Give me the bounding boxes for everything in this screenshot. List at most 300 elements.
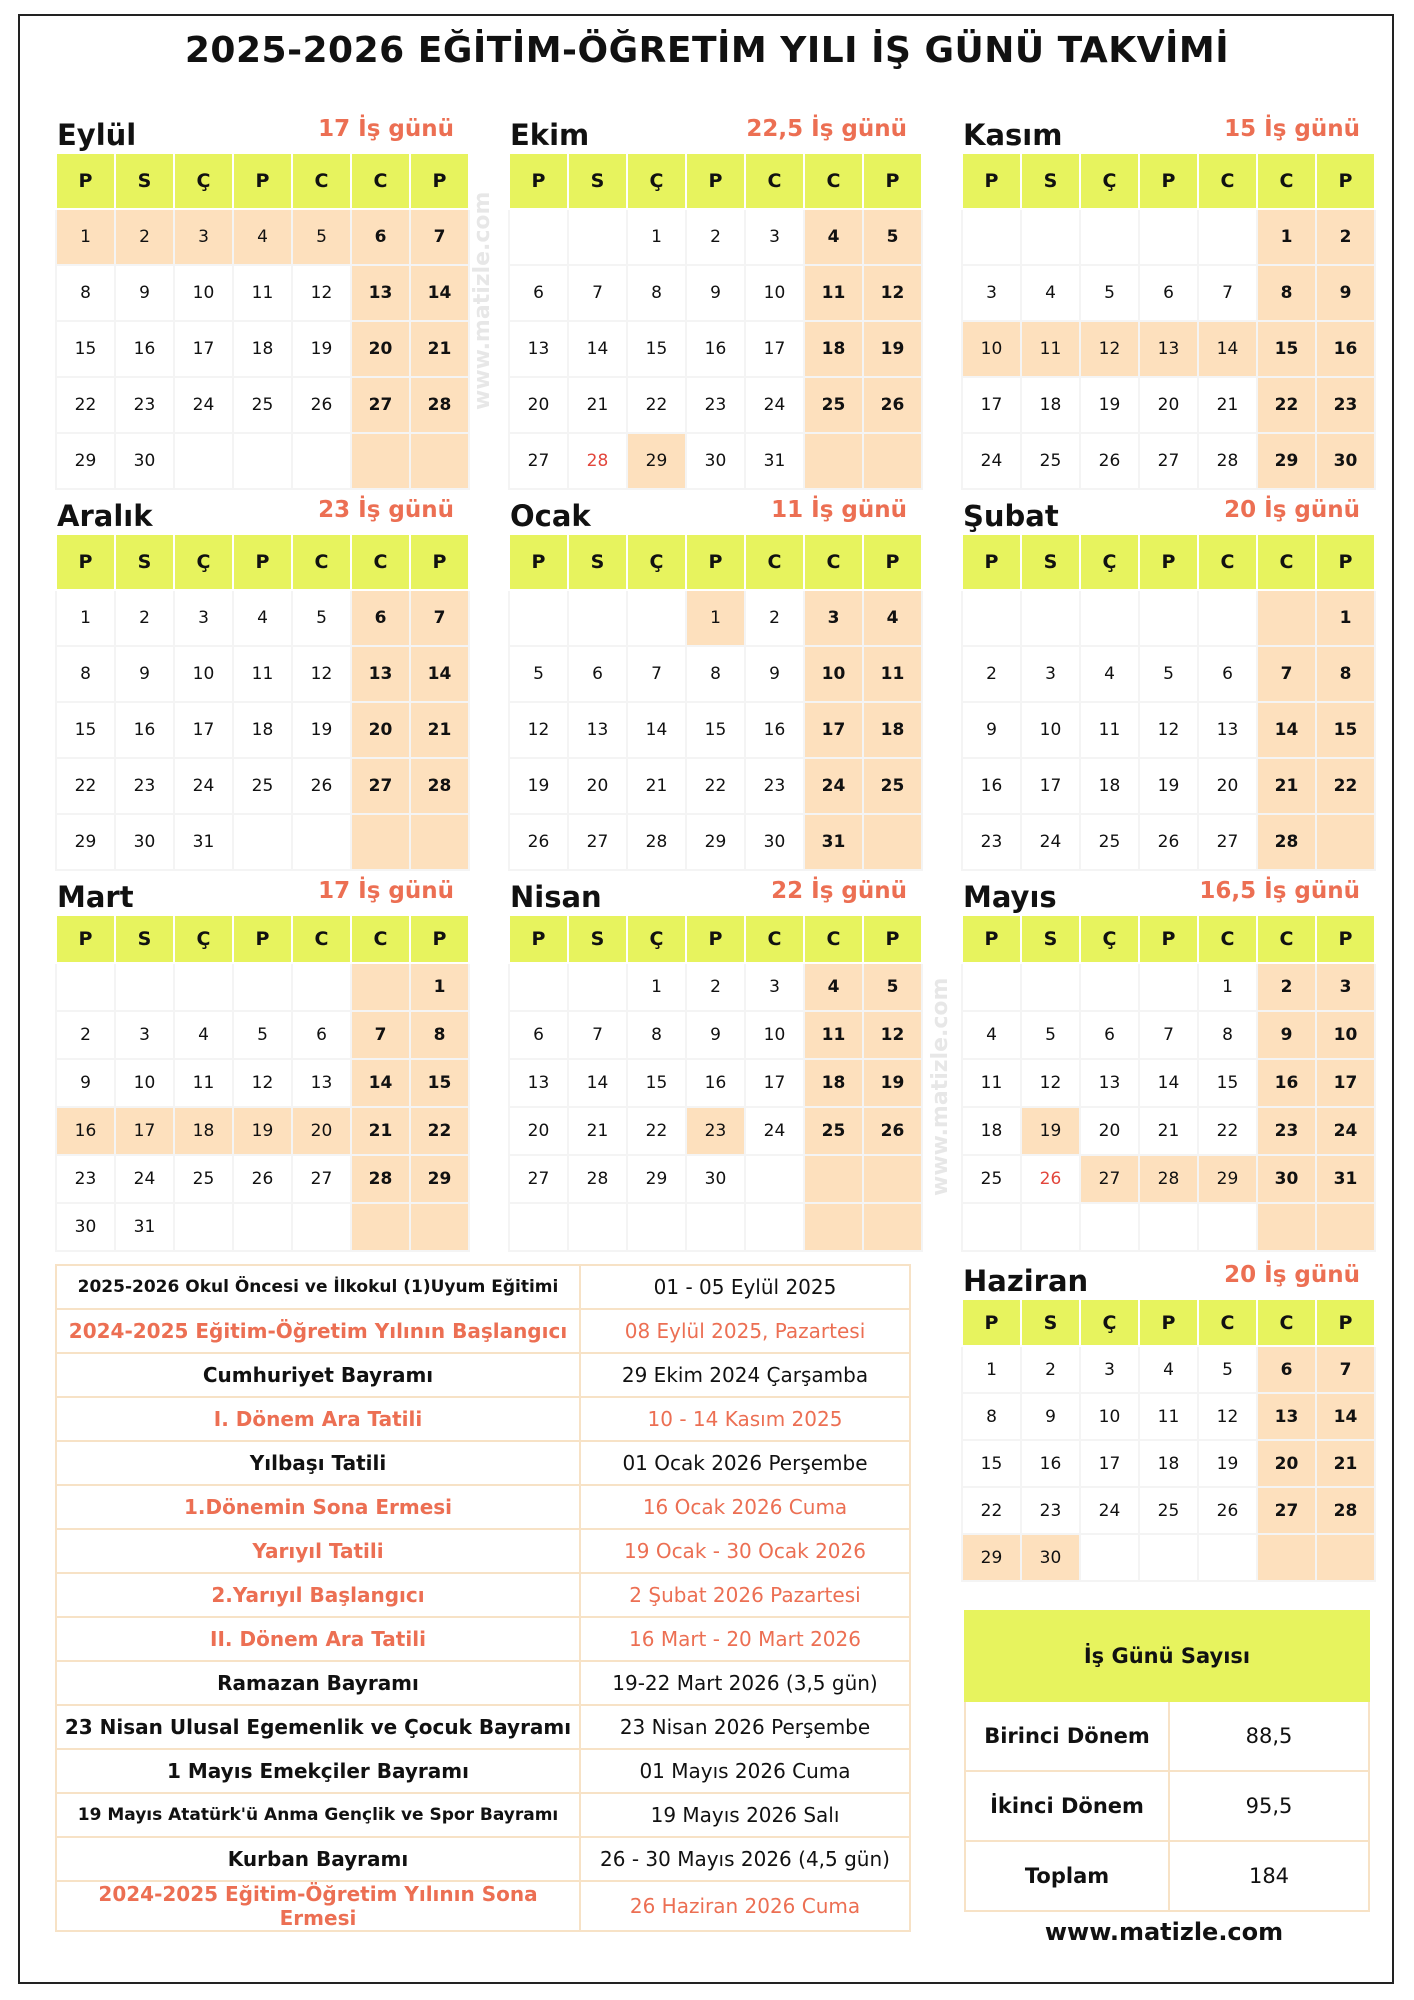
weekday-header: C bbox=[1198, 534, 1257, 590]
calendar-day: 30 bbox=[1257, 1155, 1316, 1203]
empty-cell bbox=[686, 1203, 745, 1251]
calendar-day: 23 bbox=[686, 1107, 745, 1155]
weekday-header: P bbox=[233, 915, 292, 963]
calendar-day: 11 bbox=[1080, 702, 1139, 758]
event-date: 19 Mayıs 2026 Salı bbox=[580, 1793, 910, 1837]
calendar-day: 20 bbox=[568, 758, 627, 814]
calendar-day: 2 bbox=[115, 209, 174, 265]
month-header bbox=[55, 116, 454, 152]
calendar-day: 6 bbox=[509, 265, 568, 321]
calendar-day: 26 bbox=[292, 377, 351, 433]
weekday-header: P bbox=[1316, 1299, 1375, 1346]
calendar-day: 14 bbox=[1139, 1059, 1198, 1107]
month-header bbox=[55, 497, 454, 533]
weekday-header: P bbox=[1139, 915, 1198, 963]
calendar-day: 30 bbox=[686, 433, 745, 489]
calendar-day: 17 bbox=[115, 1107, 174, 1155]
month-workday-count: 16,5 İş günü bbox=[1199, 878, 1360, 904]
empty-cell bbox=[1080, 590, 1139, 646]
calendar-day: 8 bbox=[1257, 265, 1316, 321]
weekday-header: C bbox=[1198, 915, 1257, 963]
empty-cell bbox=[233, 1203, 292, 1251]
weekday-header: S bbox=[115, 534, 174, 590]
calendar-day: 14 bbox=[568, 321, 627, 377]
calendar-day: 8 bbox=[1316, 646, 1375, 702]
calendar-day: 10 bbox=[174, 646, 233, 702]
calendar-day: 29 bbox=[1257, 433, 1316, 489]
calendar-day: 22 bbox=[1257, 377, 1316, 433]
empty-cell bbox=[233, 963, 292, 1011]
weekday-header: P bbox=[962, 1299, 1021, 1346]
month-grid bbox=[961, 1298, 1376, 1582]
empty-cell bbox=[115, 963, 174, 1011]
calendar-day: 10 bbox=[804, 646, 863, 702]
summary-label: İkinci Dönem bbox=[965, 1771, 1169, 1841]
calendar-day: 30 bbox=[1316, 433, 1375, 489]
calendar-day: 8 bbox=[1198, 1011, 1257, 1059]
weekday-header: P bbox=[1139, 1299, 1198, 1346]
calendar-day: 12 bbox=[509, 702, 568, 758]
empty-cell bbox=[1021, 1203, 1080, 1251]
weekday-header: P bbox=[863, 153, 922, 209]
calendar-day: 20 bbox=[509, 377, 568, 433]
empty-cell bbox=[962, 963, 1021, 1011]
calendar-day: 15 bbox=[686, 702, 745, 758]
calendar-day: 7 bbox=[1257, 646, 1316, 702]
calendar-day: 16 bbox=[962, 758, 1021, 814]
calendar-day: 21 bbox=[568, 1107, 627, 1155]
calendar-day: 20 bbox=[351, 321, 410, 377]
summary-header: İş Günü Sayısı bbox=[965, 1611, 1369, 1701]
calendar-day: 27 bbox=[1257, 1487, 1316, 1534]
month-workday-count: 22,5 İş günü bbox=[746, 116, 907, 142]
calendar-day: 1 bbox=[962, 1346, 1021, 1393]
weekday-header: P bbox=[863, 534, 922, 590]
calendar-day: 29 bbox=[56, 433, 115, 489]
weekday-header: S bbox=[115, 915, 174, 963]
calendar-day: 18 bbox=[1080, 758, 1139, 814]
calendar-day: 9 bbox=[115, 646, 174, 702]
calendar-day: 14 bbox=[410, 265, 469, 321]
weekday-header: Ç bbox=[174, 915, 233, 963]
month-name: Nisan bbox=[510, 880, 602, 914]
calendar-day: 10 bbox=[1080, 1393, 1139, 1440]
calendar-day: 30 bbox=[115, 814, 174, 870]
calendar-day: 1 bbox=[686, 590, 745, 646]
calendar-day: 25 bbox=[804, 377, 863, 433]
calendar-day: 24 bbox=[745, 1107, 804, 1155]
calendar-day: 23 bbox=[56, 1155, 115, 1203]
calendar-day: 22 bbox=[627, 377, 686, 433]
empty-cell bbox=[351, 963, 410, 1011]
calendar-day: 16 bbox=[115, 321, 174, 377]
event-name: 2025-2026 Okul Öncesi ve İlkokul (1)Uyum Eğitimi bbox=[56, 1265, 580, 1309]
weekday-header: C bbox=[292, 153, 351, 209]
empty-cell bbox=[568, 1203, 627, 1251]
event-row bbox=[56, 1881, 910, 1931]
calendar-day: 29 bbox=[410, 1155, 469, 1203]
empty-cell bbox=[410, 1203, 469, 1251]
event-date: 16 Mart - 20 Mart 2026 bbox=[580, 1617, 910, 1661]
calendar-day: 7 bbox=[1198, 265, 1257, 321]
calendar-day: 25 bbox=[174, 1155, 233, 1203]
calendar-day: 26 bbox=[863, 377, 922, 433]
calendar-day: 4 bbox=[233, 590, 292, 646]
empty-cell bbox=[509, 590, 568, 646]
weekday-header: C bbox=[745, 153, 804, 209]
weekday-header: P bbox=[509, 534, 568, 590]
calendar-day: 5 bbox=[863, 963, 922, 1011]
calendar-day: 15 bbox=[1316, 702, 1375, 758]
weekday-header: C bbox=[351, 153, 410, 209]
calendar-day: 17 bbox=[1021, 758, 1080, 814]
calendar-day: 10 bbox=[745, 265, 804, 321]
month-grid bbox=[961, 914, 1376, 1252]
events-table bbox=[55, 1264, 911, 1932]
month-grid bbox=[508, 914, 923, 1252]
empty-cell bbox=[1198, 1203, 1257, 1251]
calendar-day: 22 bbox=[56, 377, 115, 433]
weekday-header: P bbox=[509, 915, 568, 963]
calendar-day: 3 bbox=[174, 590, 233, 646]
calendar-day: 31 bbox=[115, 1203, 174, 1251]
month-header bbox=[55, 878, 454, 914]
calendar-day: 14 bbox=[627, 702, 686, 758]
weekday-header: Ç bbox=[174, 153, 233, 209]
calendar-day: 12 bbox=[863, 265, 922, 321]
month-name: Kasım bbox=[963, 118, 1063, 152]
calendar-day: 30 bbox=[115, 433, 174, 489]
weekday-header: P bbox=[56, 534, 115, 590]
calendar-day: 5 bbox=[1198, 1346, 1257, 1393]
calendar-day: 28 bbox=[568, 1155, 627, 1203]
empty-cell bbox=[745, 1203, 804, 1251]
weekday-header: P bbox=[410, 153, 469, 209]
calendar-day: 15 bbox=[962, 1440, 1021, 1487]
month-header bbox=[961, 497, 1360, 533]
calendar-day: 6 bbox=[1139, 265, 1198, 321]
calendar-day: 18 bbox=[233, 321, 292, 377]
event-date: 19 Ocak - 30 Ocak 2026 bbox=[580, 1529, 910, 1573]
calendar-day: 13 bbox=[568, 702, 627, 758]
calendar-day: 11 bbox=[863, 646, 922, 702]
empty-cell bbox=[627, 1203, 686, 1251]
calendar-day: 12 bbox=[1198, 1393, 1257, 1440]
event-date: 01 Ocak 2026 Perşembe bbox=[580, 1441, 910, 1485]
weekday-header: S bbox=[568, 915, 627, 963]
event-row bbox=[56, 1617, 910, 1661]
calendar-day: 28 bbox=[568, 433, 627, 489]
calendar-day: 22 bbox=[410, 1107, 469, 1155]
empty-cell bbox=[962, 209, 1021, 265]
month-workday-count: 20 İş günü bbox=[1224, 1262, 1360, 1288]
calendar-day: 5 bbox=[863, 209, 922, 265]
calendar-day: 10 bbox=[962, 321, 1021, 377]
calendar-day: 19 bbox=[1139, 758, 1198, 814]
calendar-day: 6 bbox=[292, 1011, 351, 1059]
weekday-header: C bbox=[804, 915, 863, 963]
weekday-header: P bbox=[509, 153, 568, 209]
calendar-day: 13 bbox=[1139, 321, 1198, 377]
calendar-day: 21 bbox=[1139, 1107, 1198, 1155]
calendar-day: 13 bbox=[292, 1059, 351, 1107]
weekday-header: P bbox=[1316, 915, 1375, 963]
empty-cell bbox=[509, 1203, 568, 1251]
empty-cell bbox=[1139, 1203, 1198, 1251]
empty-cell bbox=[1139, 209, 1198, 265]
summary-value: 184 bbox=[1169, 1841, 1369, 1911]
calendar-day: 25 bbox=[233, 758, 292, 814]
calendar-day: 18 bbox=[174, 1107, 233, 1155]
calendar-day: 1 bbox=[56, 209, 115, 265]
calendar-day: 7 bbox=[1139, 1011, 1198, 1059]
calendar-day: 19 bbox=[1198, 1440, 1257, 1487]
calendar-day: 1 bbox=[1257, 209, 1316, 265]
calendar-day: 18 bbox=[1139, 1440, 1198, 1487]
weekday-header: Ç bbox=[627, 534, 686, 590]
empty-cell bbox=[233, 814, 292, 870]
calendar-day: 20 bbox=[509, 1107, 568, 1155]
calendar-day: 23 bbox=[686, 377, 745, 433]
calendar-day: 5 bbox=[292, 590, 351, 646]
empty-cell bbox=[863, 1203, 922, 1251]
month-name: Haziran bbox=[963, 1264, 1089, 1298]
calendar-day: 6 bbox=[568, 646, 627, 702]
event-row bbox=[56, 1573, 910, 1617]
calendar-day: 5 bbox=[509, 646, 568, 702]
calendar-day: 2 bbox=[745, 590, 804, 646]
empty-cell bbox=[1021, 963, 1080, 1011]
calendar-day: 6 bbox=[351, 209, 410, 265]
empty-cell bbox=[962, 1203, 1021, 1251]
empty-cell bbox=[1316, 814, 1375, 870]
event-row bbox=[56, 1485, 910, 1529]
event-date: 19-22 Mart 2026 (3,5 gün) bbox=[580, 1661, 910, 1705]
event-name: 2024-2025 Eğitim-Öğretim Yılının Başlangıcı bbox=[56, 1309, 580, 1353]
weekday-header: S bbox=[1021, 534, 1080, 590]
calendar-day: 3 bbox=[804, 590, 863, 646]
event-date: 08 Eylül 2025, Pazartesi bbox=[580, 1309, 910, 1353]
event-date: 01 - 05 Eylül 2025 bbox=[580, 1265, 910, 1309]
calendar-day: 3 bbox=[1316, 963, 1375, 1011]
month-header bbox=[961, 1262, 1360, 1298]
calendar-day: 27 bbox=[509, 433, 568, 489]
weekday-header: P bbox=[410, 534, 469, 590]
calendar-day: 29 bbox=[686, 814, 745, 870]
calendar-day: 29 bbox=[962, 1534, 1021, 1581]
calendar-day: 26 bbox=[1080, 433, 1139, 489]
month-workday-count: 15 İş günü bbox=[1224, 116, 1360, 142]
calendar-day: 9 bbox=[1021, 1393, 1080, 1440]
empty-cell bbox=[174, 963, 233, 1011]
calendar-day: 11 bbox=[804, 265, 863, 321]
calendar-day: 25 bbox=[962, 1155, 1021, 1203]
calendar-day: 18 bbox=[863, 702, 922, 758]
calendar-day: 24 bbox=[115, 1155, 174, 1203]
calendar-day: 16 bbox=[1316, 321, 1375, 377]
empty-cell bbox=[292, 433, 351, 489]
calendar-day: 25 bbox=[1080, 814, 1139, 870]
calendar-day: 21 bbox=[1198, 377, 1257, 433]
calendar-day: 9 bbox=[686, 265, 745, 321]
weekday-header: P bbox=[233, 534, 292, 590]
calendar-day: 20 bbox=[1080, 1107, 1139, 1155]
month-grid bbox=[55, 152, 470, 490]
event-name: 19 Mayıs Atatürk'ü Anma Gençlik ve Spor Bayramı bbox=[56, 1793, 580, 1837]
calendar-day: 15 bbox=[1257, 321, 1316, 377]
calendar-day: 1 bbox=[627, 209, 686, 265]
calendar-day: 30 bbox=[686, 1155, 745, 1203]
calendar-day: 11 bbox=[804, 1011, 863, 1059]
weekday-header: S bbox=[568, 534, 627, 590]
calendar-day: 5 bbox=[1021, 1011, 1080, 1059]
calendar-day: 19 bbox=[863, 1059, 922, 1107]
calendar-day: 17 bbox=[745, 321, 804, 377]
calendar-day: 11 bbox=[962, 1059, 1021, 1107]
month-name: Eylül bbox=[57, 118, 137, 152]
calendar-day: 31 bbox=[174, 814, 233, 870]
calendar-day: 27 bbox=[351, 758, 410, 814]
event-row bbox=[56, 1441, 910, 1485]
calendar-day: 17 bbox=[174, 321, 233, 377]
weekday-header: P bbox=[962, 153, 1021, 209]
calendar-day: 21 bbox=[1257, 758, 1316, 814]
empty-cell bbox=[351, 433, 410, 489]
calendar-day: 16 bbox=[1021, 1440, 1080, 1487]
calendar-day: 5 bbox=[233, 1011, 292, 1059]
weekday-header: C bbox=[1257, 534, 1316, 590]
event-date: 29 Ekim 2024 Çarşamba bbox=[580, 1353, 910, 1397]
calendar-day: 18 bbox=[962, 1107, 1021, 1155]
calendar-day: 23 bbox=[745, 758, 804, 814]
calendar-day: 23 bbox=[962, 814, 1021, 870]
calendar-day: 10 bbox=[1021, 702, 1080, 758]
calendar-day: 2 bbox=[686, 963, 745, 1011]
weekday-header: C bbox=[804, 534, 863, 590]
calendar-day: 30 bbox=[56, 1203, 115, 1251]
weekday-header: P bbox=[233, 153, 292, 209]
calendar-day: 13 bbox=[1257, 1393, 1316, 1440]
calendar-day: 27 bbox=[1139, 433, 1198, 489]
calendar-day: 17 bbox=[962, 377, 1021, 433]
empty-cell bbox=[962, 590, 1021, 646]
empty-cell bbox=[863, 814, 922, 870]
summary-label: Toplam bbox=[965, 1841, 1169, 1911]
calendar-day: 25 bbox=[804, 1107, 863, 1155]
calendar-day: 14 bbox=[410, 646, 469, 702]
weekday-header: S bbox=[1021, 1299, 1080, 1346]
weekday-header: P bbox=[1139, 534, 1198, 590]
event-row bbox=[56, 1265, 910, 1309]
weekday-header: C bbox=[1257, 1299, 1316, 1346]
weekday-header: P bbox=[1139, 153, 1198, 209]
calendar-day: 7 bbox=[568, 1011, 627, 1059]
empty-cell bbox=[1080, 963, 1139, 1011]
event-row bbox=[56, 1309, 910, 1353]
calendar-day: 15 bbox=[1198, 1059, 1257, 1107]
empty-cell bbox=[1021, 209, 1080, 265]
empty-cell bbox=[292, 814, 351, 870]
month-grid bbox=[961, 152, 1376, 490]
empty-cell bbox=[509, 209, 568, 265]
calendar-day: 28 bbox=[1139, 1155, 1198, 1203]
month-grid bbox=[508, 152, 923, 490]
empty-cell bbox=[351, 1203, 410, 1251]
calendar-day: 11 bbox=[174, 1059, 233, 1107]
weekday-header: C bbox=[351, 915, 410, 963]
calendar-day: 16 bbox=[1257, 1059, 1316, 1107]
calendar-day: 13 bbox=[351, 646, 410, 702]
empty-cell bbox=[863, 433, 922, 489]
calendar-day: 7 bbox=[568, 265, 627, 321]
empty-cell bbox=[1316, 1203, 1375, 1251]
empty-cell bbox=[292, 963, 351, 1011]
website-link[interactable]: www.matizle.com bbox=[1044, 1918, 1284, 1946]
calendar-day: 31 bbox=[745, 433, 804, 489]
calendar-day: 25 bbox=[863, 758, 922, 814]
calendar-day: 3 bbox=[115, 1011, 174, 1059]
event-date: 01 Mayıs 2026 Cuma bbox=[580, 1749, 910, 1793]
calendar-day: 1 bbox=[627, 963, 686, 1011]
calendar-day: 29 bbox=[1198, 1155, 1257, 1203]
calendar-day: 19 bbox=[233, 1107, 292, 1155]
calendar-day: 1 bbox=[1198, 963, 1257, 1011]
calendar-day: 11 bbox=[233, 265, 292, 321]
month-name: Ekim bbox=[510, 118, 590, 152]
weekday-header: P bbox=[1316, 153, 1375, 209]
calendar-day: 9 bbox=[56, 1059, 115, 1107]
month-workday-count: 11 İş günü bbox=[771, 497, 907, 523]
empty-cell bbox=[1198, 1534, 1257, 1581]
weekday-header: P bbox=[56, 915, 115, 963]
event-date: 10 - 14 Kasım 2025 bbox=[580, 1397, 910, 1441]
calendar-day: 4 bbox=[1139, 1346, 1198, 1393]
weekday-header: C bbox=[745, 534, 804, 590]
weekday-header: P bbox=[686, 153, 745, 209]
calendar-day: 24 bbox=[174, 758, 233, 814]
month-header bbox=[508, 497, 907, 533]
event-name: 1.Dönemin Sona Ermesi bbox=[56, 1485, 580, 1529]
calendar-day: 24 bbox=[1080, 1487, 1139, 1534]
empty-cell bbox=[509, 963, 568, 1011]
empty-cell bbox=[1139, 963, 1198, 1011]
weekday-header: C bbox=[1198, 1299, 1257, 1346]
calendar-day: 26 bbox=[509, 814, 568, 870]
calendar-day: 4 bbox=[1080, 646, 1139, 702]
calendar-day: 2 bbox=[962, 646, 1021, 702]
calendar-day: 26 bbox=[233, 1155, 292, 1203]
month-header bbox=[508, 878, 907, 914]
empty-cell bbox=[1198, 590, 1257, 646]
calendar-day: 5 bbox=[1139, 646, 1198, 702]
event-name: 2024-2025 Eğitim-Öğretim Yılının Sona Ermesi bbox=[56, 1881, 580, 1931]
calendar-day: 19 bbox=[1080, 377, 1139, 433]
event-row bbox=[56, 1749, 910, 1793]
calendar-day: 12 bbox=[863, 1011, 922, 1059]
calendar-day: 13 bbox=[509, 321, 568, 377]
calendar-day: 4 bbox=[804, 963, 863, 1011]
calendar-day: 21 bbox=[351, 1107, 410, 1155]
empty-cell bbox=[292, 1203, 351, 1251]
event-name: II. Dönem Ara Tatili bbox=[56, 1617, 580, 1661]
calendar-day: 8 bbox=[686, 646, 745, 702]
calendar-day: 21 bbox=[410, 702, 469, 758]
calendar-day: 17 bbox=[1080, 1440, 1139, 1487]
calendar-day: 2 bbox=[1021, 1346, 1080, 1393]
calendar-day: 10 bbox=[174, 265, 233, 321]
weekday-header: P bbox=[56, 153, 115, 209]
calendar-day: 2 bbox=[56, 1011, 115, 1059]
